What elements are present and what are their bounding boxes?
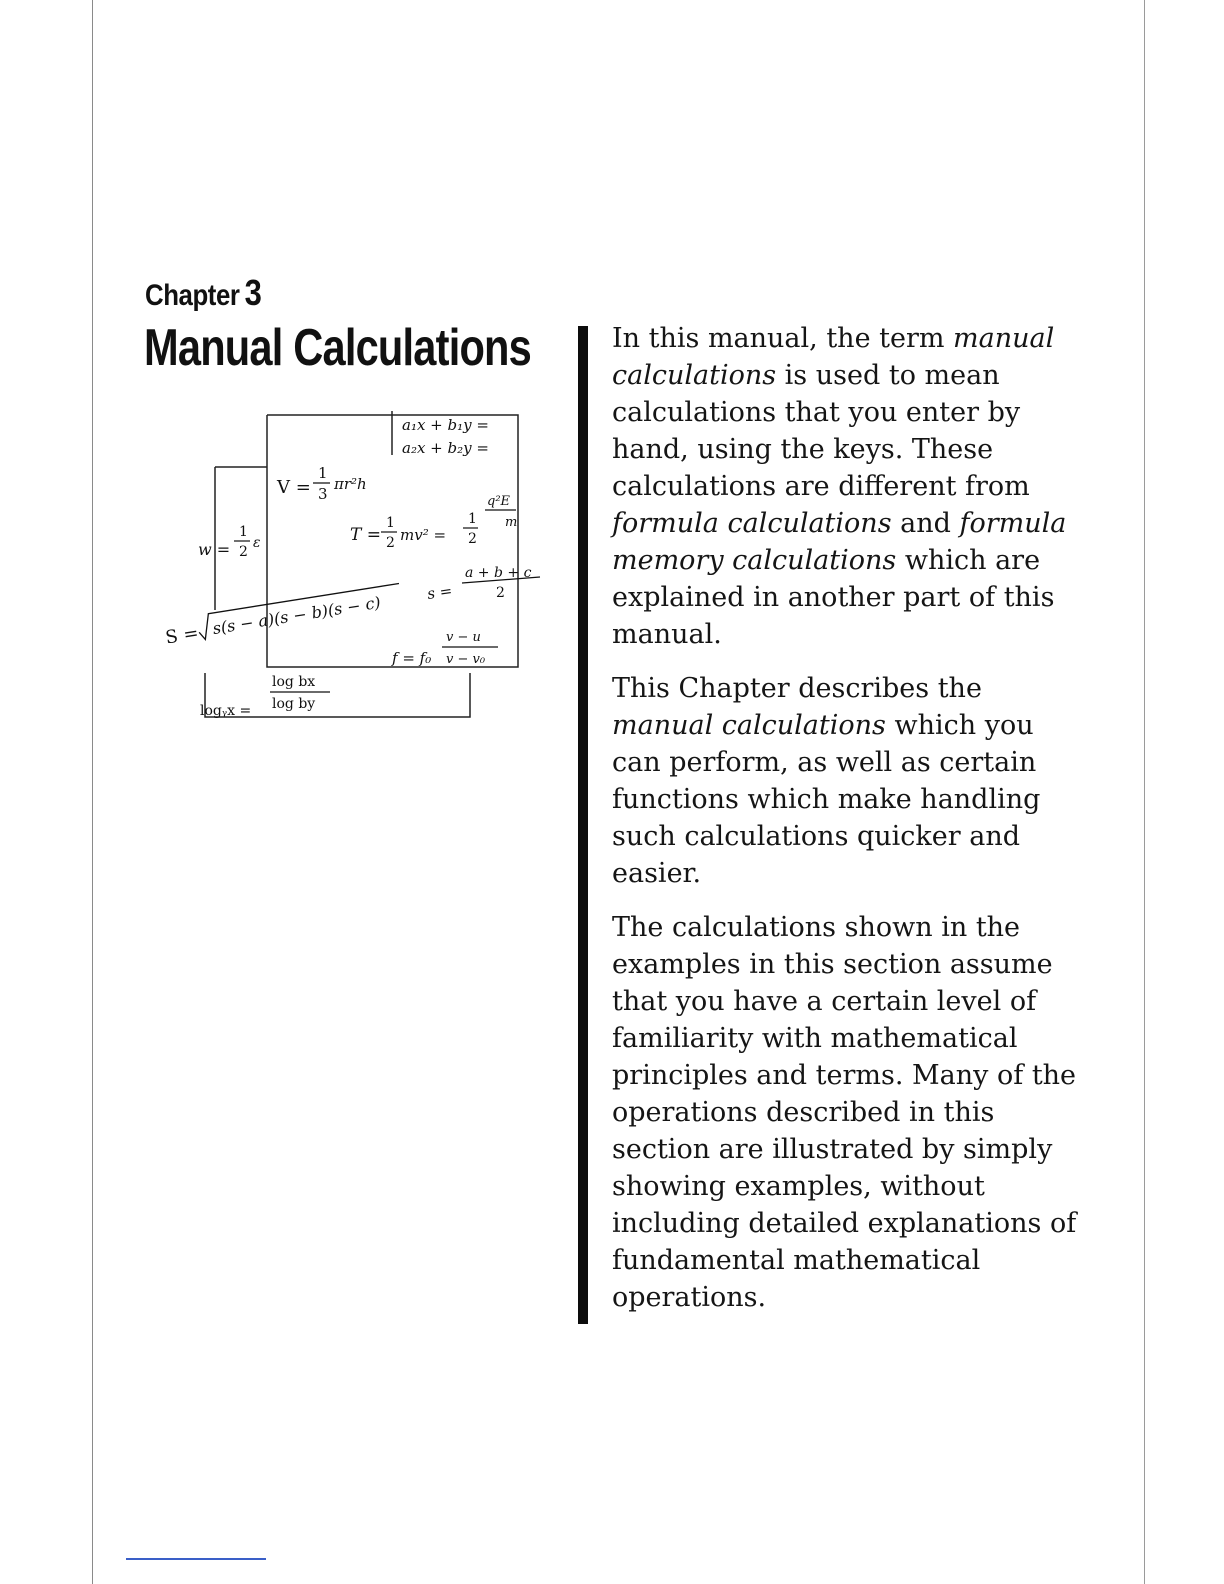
doppler-lhs: f = f₀ [392, 649, 432, 667]
p1-emphasis-manual-calculations: manual calculations [612, 323, 1055, 391]
kinetic-denominator-2: 2 [468, 531, 477, 547]
kinetic-rest: mv² = [400, 526, 447, 544]
formula-illustration [160, 405, 560, 745]
kinetic-numerator-2: 1 [468, 511, 477, 527]
cone-rest: πr²h [334, 475, 367, 493]
scan-edge-right [1144, 0, 1145, 1584]
p1-text-c: and [891, 508, 960, 539]
semi-lhs: s = [426, 581, 454, 603]
p1-text-b: is used to mean calculations that you enter by hand, using the keys. These calculations are different from [612, 360, 1030, 502]
chapter-word: Chapter [145, 279, 240, 312]
cone-numerator: 1 [318, 464, 328, 482]
logs-denominator: log by [272, 696, 316, 712]
chapter-label [145, 272, 261, 314]
heron-formula [163, 583, 403, 648]
semi-numerator: a + b + c [465, 565, 532, 581]
chapter-intro-text [612, 320, 1082, 1333]
paragraph-2 [612, 670, 1082, 892]
p1-emphasis-formula-memory-calculations: formula memory calculations [612, 508, 1067, 576]
logs-numerator: log bx [272, 674, 316, 690]
chapter-number: 3 [244, 272, 262, 313]
cone-lhs: V = [277, 477, 311, 498]
heron-radicand: s(s − a)(s − b)(s − c) [211, 592, 382, 639]
p2-text-a: This Chapter describes the [612, 673, 982, 704]
footer-rule [126, 1558, 266, 1560]
p1-text-d: which are explained in another part of this manual. [612, 545, 1055, 650]
scan-edge-left [92, 0, 93, 1584]
work-rest: ε [253, 535, 261, 551]
vertical-rule [578, 326, 588, 1324]
kinetic-denominator: 2 [386, 535, 395, 551]
p2-emphasis-manual-calculations: manual calculations [612, 710, 886, 741]
work-numerator: 1 [239, 524, 248, 540]
system-top-line: a₁x + b₁y = [402, 416, 489, 434]
work-lhs: w = [198, 540, 231, 559]
doppler-denominator: v − v₀ [446, 652, 486, 667]
p1-emphasis-formula-calculations: formula calculations [612, 508, 892, 539]
kinetic-lhs: T = [350, 525, 381, 545]
heron-lhs: S = [164, 622, 201, 649]
paragraph-3: The calculations shown in the examples in this section assume that you have a certain level of familiarity with mathematical principles and terms. Many of the operations described in this section are illustrated by simply showing examples, without including detailed explanations of fundamental mathematical operations. [612, 912, 1077, 1313]
kinetic-frac3-denominator: m [505, 515, 518, 530]
chapter-title: Manual Calculations [144, 319, 532, 377]
paragraph-1 [612, 320, 1082, 653]
p1-text-a: In this manual, the term [612, 323, 954, 354]
logs-lhs: logᵧx = [200, 703, 252, 719]
semi-denominator: 2 [496, 585, 505, 601]
doppler-numerator: v − u [446, 630, 481, 645]
kinetic-numerator: 1 [386, 515, 395, 531]
system-bottom-line: a₂x + b₂y = [402, 439, 489, 457]
kinetic-frac3-numerator: q²E [487, 494, 511, 509]
cone-denominator: 3 [318, 485, 328, 503]
p2-text-b: which you can perform, as well as certain functions which make handling such calculations quicker and easier. [612, 710, 1041, 889]
work-denominator: 2 [239, 544, 248, 560]
